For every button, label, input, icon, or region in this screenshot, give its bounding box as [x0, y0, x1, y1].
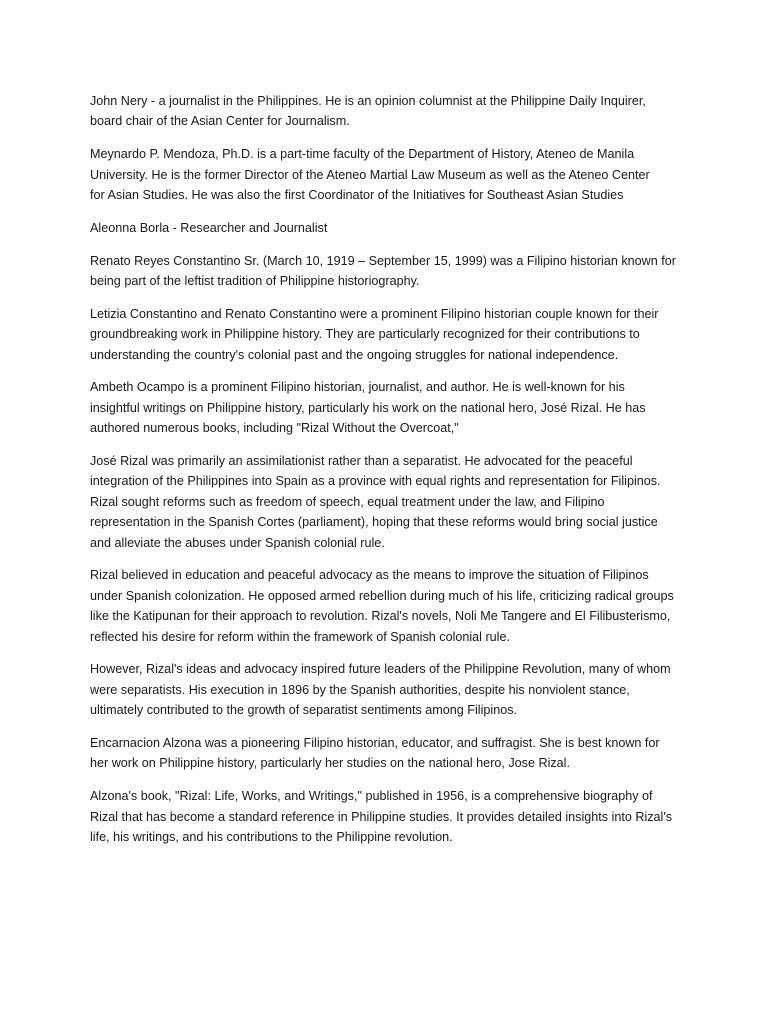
- paragraph-renato-constantino: Renato Reyes Constantino Sr. (March 10, 1919 – September 15, 1999) was a Filipino historian known for being part of the leftist tradition of Philippine historiography.: [90, 253, 676, 289]
- paragraph-ambeth-ocampo: Ambeth Ocampo is a prominent Filipino historian, journalist, and author. He is well-known for his insightful writings on Philippine history, particularly his work on the national hero, José Rizal. He has authored numerous books, including "Rizal Without the Overcoat,": [90, 380, 646, 436]
- paragraph-john-nery: John Nery - a journalist in the Philippines. He is an opinion columnist at the Philippine Daily Inquirer, board chair of the Asian Center for Journalism.: [90, 94, 646, 129]
- paragraph-rizal-influence: However, Rizal's ideas and advocacy inspired future leaders of the Philippine Revolution, many of whom were separatists. His execution in 1896 by the Spanish authorities, despite his nonviolent stance, ultimately contributed to the growth of separatist sentiments among Filipinos.: [90, 662, 671, 718]
- paragraph-meynardo-mendoza: Meynardo P. Mendoza, Ph.D. is a part-time faculty of the Department of History, Ateneo de Manila University. He is the former Director of the Ateneo Martial Law Museum as well as the Ateneo Center for Asian Studies. He was also the first Coordinator of the Initiatives for Southeast Asian Studies: [90, 147, 650, 203]
- paragraph-alzona-book: Alzona's book, "Rizal: Life, Works, and Writings," published in 1956, is a comprehensive biography of Rizal that has become a standard reference in Philippine studies. It provides detailed insights into Rizal's life, his writings, and his contributions to the Philippine revolution.: [90, 789, 673, 845]
- paragraph-encarnacion-alzona: Encarnacion Alzona was a pioneering Filipino historian, educator, and suffragist. She is best known for her work on Philippine history, particularly her studies on the national hero, Jose Rizal.: [90, 736, 660, 771]
- paragraph-rizal-education: Rizal believed in education and peaceful advocacy as the means to improve the situation of Filipinos under Spanish colonization. He opposed armed rebellion during much of his life, criticizing radical groups like the Katipunan for their approach to revolution. Rizal's novels, Noli Me Tangere and El Filibusterismo, reflected his desire for reform within the framework of Spanish colonial rule.: [90, 568, 674, 644]
- paragraph-rizal-assimilationist: José Rizal was primarily an assimilationist rather than a separatist. He advocated for the peaceful integration of the Philippines into Spain as a province with equal rights and representation for Filipinos. Rizal sought reforms such as freedom of speech, equal treatment under the law, and Filipino representation in the Spanish Cortes (parliament), hoping that these reforms would bring social justice and alleviate the abuses under Spanish colonial rule.: [90, 454, 661, 550]
- paragraph-aleonna-borla: Aleonna Borla - Researcher and Journalist: [90, 220, 328, 235]
- document-page: [90, 91, 690, 860]
- paragraph-letizia-renato-constantino: Letizia Constantino and Renato Constantino were a prominent Filipino historian couple known for their groundbreaking work in Philippine history. They are particularly recognized for their contributions to understanding the country's colonial past and the ongoing struggles for national independence.: [90, 306, 659, 362]
